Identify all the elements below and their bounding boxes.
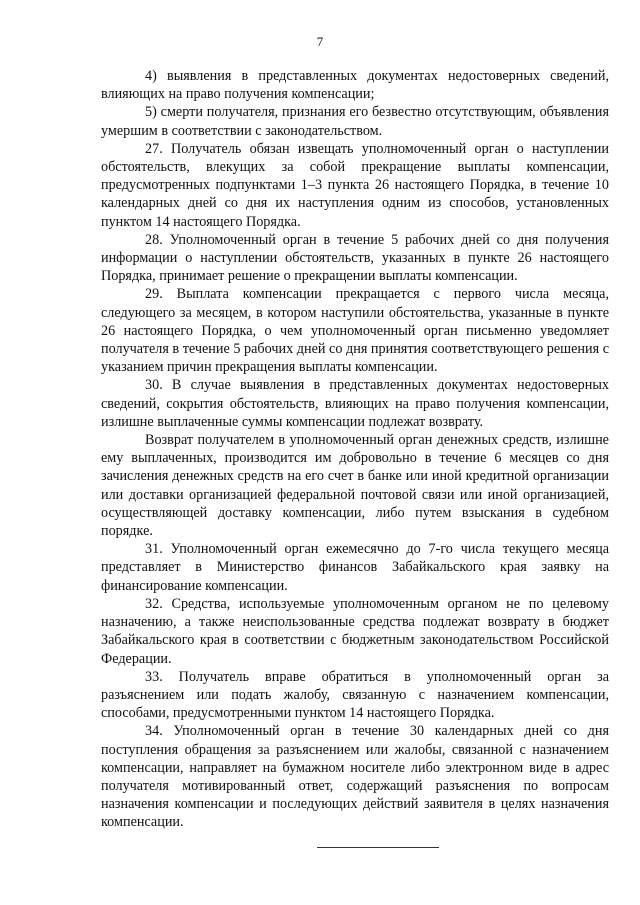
page-number: 7 — [316, 34, 324, 49]
paragraph-27: 27. Получатель обязан извещать уполномоченный орган о наступлении обстоятельств, влекущих за собой прекращение выплаты компенсации, предусмотренных подпунктами 1–3 пункта 26 настоящего Порядка, в течение 10 календарных дней со дня их наступления одним из способов, установленных пунктом 14 настоящего Порядка. — [101, 140, 609, 230]
paragraph-32: 32. Средства, используемые уполномоченным органом не по целевому назначению, а также неиспользованные средства подлежат возврату в бюджет Забайкальского края в соответствии с бюджетным законодательством Российской Федерации. — [101, 595, 609, 667]
paragraph-33: 33. Получатель вправе обратиться в уполномоченный орган за разъяснением или подать жалобу, связанную с назначением компенсации, способами, предусмотренными пунктом 14 настоящего Порядка. — [101, 668, 609, 722]
end-divider — [317, 847, 439, 848]
paragraph-34: 34. Уполномоченный орган в течение 30 календарных дней со дня поступления обращения за разъяснением или жалобы, связанной с назначением компенсации, направляет на бумажном носителе либо электронном виде в адрес получателя мотивированный ответ, содержащий разъяснения по вопросам назначения компенсации и последующих действий заявителя в целях назначения компенсации. — [101, 723, 609, 831]
paragraph-30: 30. В случае выявления в представленных документах недостоверных сведений, сокрытия обстоятельств, влияющих на право получения компенсации, излишне выплаченные суммы компенсации подлежат возврату. — [101, 377, 609, 430]
paragraph-item-4: 4) выявления в представленных документах недостоверных сведений, влияющих на право получения компенсации; — [101, 68, 609, 103]
paragraph-29: 29. Выплата компенсации прекращается с первого числа месяца, следующего за месяцем, в котором наступили обстоятельства, указанные в пункте 26 настоящего Порядка, о чем уполномоченный орган письменно уведомляет получателя в течение 5 рабочих дней со дня принятия соответствующего решения с указанием причин прекращения выплаты компенсации. — [101, 286, 609, 376]
paragraph-31: 31. Уполномоченный орган ежемесячно до 7-го числа текущего месяца представляет в Министерство финансов Забайкальского края заявку на финансирование компенсации. — [101, 541, 609, 594]
paragraph-item-5: 5) смерти получателя, признания его безвестно отсутствующим, объявления умершим в соответствии с законодательством. — [101, 104, 609, 139]
paragraph-30-refund: Возврат получателем в уполномоченный орган денежных средств, излишне ему выплаченных, производится им добровольно в течение 6 месяцев со дня зачисления денежных средств на его счет в банке или иной кредитной организации или доставки организацией федеральной почтовой связи или иной организацией, осуществляющей доставку компенсации, либо путем взыскания в судебном порядке. — [101, 432, 609, 540]
paragraph-28: 28. Уполномоченный орган в течение 5 рабочих дней со дня получения информации о наступлении обстоятельств, указанных в пункте 26 настоящего Порядка, принимает решение о прекращении выплаты компенсации. — [101, 231, 609, 285]
document-body — [101, 67, 609, 832]
